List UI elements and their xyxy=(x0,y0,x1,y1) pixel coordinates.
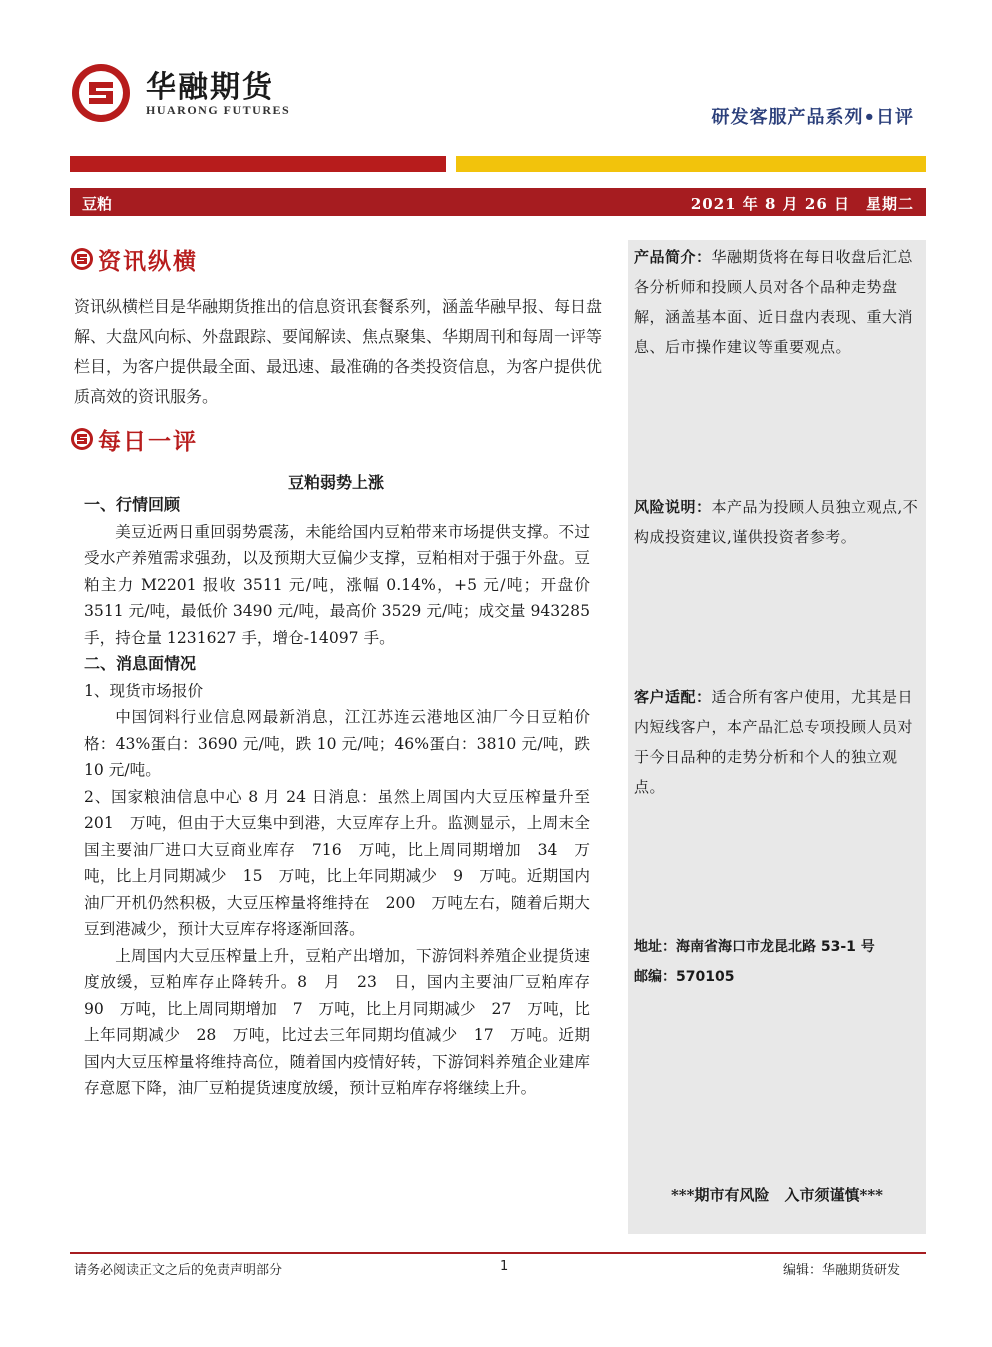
news-intro: 资讯纵横栏目是华融期货推出的信息资讯套餐系列，涵盖华融早报、每日盘解、大盘风向标、外盘跟踪、要闻解读、焦点聚集、华期周刊和每周一评等栏目，为客户提供最全面、最迅速、最准确的各类投资信息，为客户提供优质高效的资讯服务。 xyxy=(74,297,603,406)
risk-text: 本产品为投顾人员独立观点,不构成投资建议,谨供投资者参考。 xyxy=(634,498,919,546)
header-stripe-red xyxy=(70,156,446,172)
section-daily-header xyxy=(70,424,198,454)
product-intro-text: 华融期货将在每日收盘后汇总各分析师和投顾人员对各个品种走势盘解，涵盖基本面、近日盘内表现、重大消息、后市操作建议等重要观点。 xyxy=(634,248,914,356)
title-band xyxy=(70,188,926,216)
product-series-title: 研发客服产品系列•日评 xyxy=(711,107,914,128)
address: 地址：海南省海口市龙昆北路 53-1 号 xyxy=(634,939,875,955)
page-number: 1 xyxy=(500,1259,509,1274)
risk-statement xyxy=(634,492,922,552)
risk-warning: ***期市有风险 入市须谨慎*** xyxy=(670,1186,884,1204)
section-news-header xyxy=(70,244,198,274)
paragraph-soymeal-inventory: 上周国内大豆压榨量上升，豆粕产出增加，下游饲料养殖企业提货速度放缓，豆粕库存止降转升。8 月 23 日，国内主要油厂豆粕库存 90 万吨，比上周同期增加 7 万吨，比上月同期减少 27 万吨，比上年同期减少 28 万吨，比过去三年同期均值减少 17 万吨。近期国内大豆压榨量将维持高位，随着国内疫情好转，下游饲料养殖企业建库存意愿下降，油厂豆粕提货速度放缓，预计豆粕库存将继续上升。 xyxy=(84,946,606,1097)
postcode: 邮编：570105 xyxy=(634,969,735,985)
footer-divider xyxy=(70,1252,926,1254)
header-stripe-yellow xyxy=(456,156,926,172)
paragraph-grain-oil-center: 2、国家粮油信息中心 8 月 24 日消息：虽然上周国内大豆压榨量升至 201 万吨，但由于大豆集中到港，大豆库存上升。监测显示，上周末全国主要油厂进口大豆商业库存 716 万吨，比上周同期增加 34 万吨，比上月同期减少 15 万吨，比上年同期减少 9 万吨。近期国内油厂开机仍然积极，大豆压榨量将维持在 200 万吨左右，随着后期大豆到港减少，预计大豆库存将逐渐回落。 xyxy=(84,787,606,938)
product-name: 豆粕 xyxy=(82,195,113,213)
client-fit-label: 客户适配： xyxy=(634,688,712,706)
heading-news: 二、消息面情况 xyxy=(84,654,197,673)
subheading-spot-quotes: 1、现货市场报价 xyxy=(84,681,204,700)
paragraph-market-review: 美豆近两日重回弱势震荡，未能给国内豆粕带来市场提供支撑。不过受水产养殖需求强劲，以及预期大豆偏少支撑，豆粕相对于强于外盘。豆粕主力 M2201 报收 3511 元/吨，涨幅 0.14%，+5 元/吨；开盘价 3511 元/吨，最低价 3490 元/吨，最高价 3529 元/吨；成交量 943285 手，持仓量 1231627 手，增仓-14097 手。 xyxy=(84,522,590,647)
article-title: 豆粕弱势上涨 xyxy=(287,473,384,492)
footer-disclaimer: 请务必阅读正文之后的免责声明部分 xyxy=(74,1263,283,1278)
sidebar xyxy=(628,240,926,1234)
huarong-logo-icon xyxy=(70,62,132,124)
heading-market-review: 一、行情回顾 xyxy=(84,495,181,514)
paragraph-spot-quotes: 中国饲料行业信息网最新消息，江江苏连云港地区油厂今日豆粕价格：43%蛋白：3690 元/吨，跌 10 元/吨；46%蛋白：3810 元/吨，跌 10 元/吨。 xyxy=(84,708,590,779)
product-intro-label: 产品简介： xyxy=(634,248,712,266)
section-news-title: 资讯纵横 xyxy=(98,247,198,275)
report-date: 2021 年 8 月 26 日 星期二 xyxy=(690,195,914,213)
company-name-en: HUARONG FUTURES xyxy=(146,103,291,117)
section-daily-title: 每日一评 xyxy=(98,427,198,455)
company-name-cn: 华融期货 xyxy=(146,70,274,105)
article-body xyxy=(84,492,606,1102)
section-bullet-icon xyxy=(70,427,94,451)
section-bullet-icon xyxy=(70,247,94,271)
risk-label: 风险说明： xyxy=(634,498,712,516)
client-fit xyxy=(634,682,922,802)
product-intro xyxy=(634,242,922,362)
footer-editor: 编辑：华融期货研发 xyxy=(782,1263,900,1278)
client-fit-text: 适合所有客户使用，尤其是日内短线客户，本产品汇总专项投顾人员对于今日品种的走势分析和个人的独立观点。 xyxy=(634,688,914,796)
